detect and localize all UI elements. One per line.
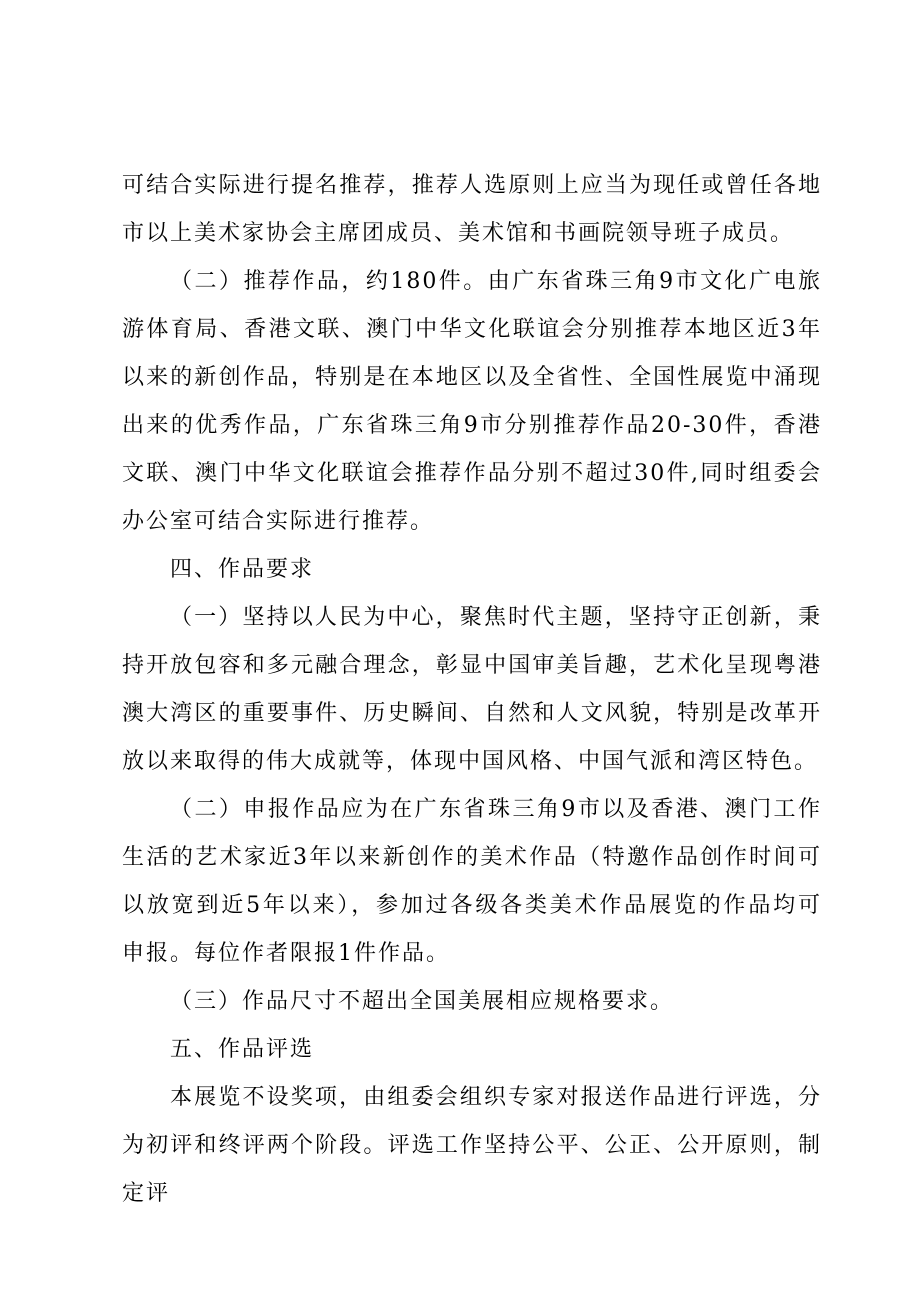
paragraph-recommended-works: （二）推荐作品，约180件。由广东省珠三角9市文化广电旅游体育局、香港文联、澳门中华文化联谊会分别推荐本地区近3年以来的新创作品，特别是在本地区以及全省性、全国性展览中涌现出来的优秀作品，广东省珠三角9市分别推荐作品20-30件，香港文联、澳门中华文化联谊会推荐作品分别不超过30件,同时组委会办公室可结合实际进行推荐。 [122,269,822,534]
paragraph-requirement-two: （二）申报作品应为在广东省珠三角9市以及香港、澳门工作生活的艺术家近3年以来新创作的美术作品（特邀作品创作时间可以放宽到近5年以来），参加过各级各类美术作品展览的作品均可申报。每位作者限报1件作品。 [122,797,822,966]
paragraph-selection: 本展览不设奖项，由组委会组织专家对报送作品进行评选，分为初评和终评两个阶段。评选工作坚持公平、公正、公开原则，制定评 [122,1085,822,1206]
paragraph-requirement-three: （三）作品尺寸不超出全国美展相应规格要求。 [170,989,675,1014]
paragraph-nomination-continued: 可结合实际进行提名推荐，推荐人选原则上应当为现任或曾任各地市以上美术家协会主席团成员、美术馆和书画院领导班子成员。 [122,173,822,246]
section-heading-work-selection: 五、作品评选 [170,1037,315,1062]
paragraph-requirement-one: （一）坚持以人民为中心，聚焦时代主题，坚持守正创新，秉持开放包容和多元融合理念，彰显中国审美旨趣，艺术化呈现粤港澳大湾区的重要事件、历史瞬间、自然和人文风貌，特别是改革开放以来取得的伟大成就等，体现中国风格、中国气派和湾区特色。 [122,605,822,774]
document-body [122,162,822,1218]
section-heading-work-requirements: 四、作品要求 [170,557,315,582]
